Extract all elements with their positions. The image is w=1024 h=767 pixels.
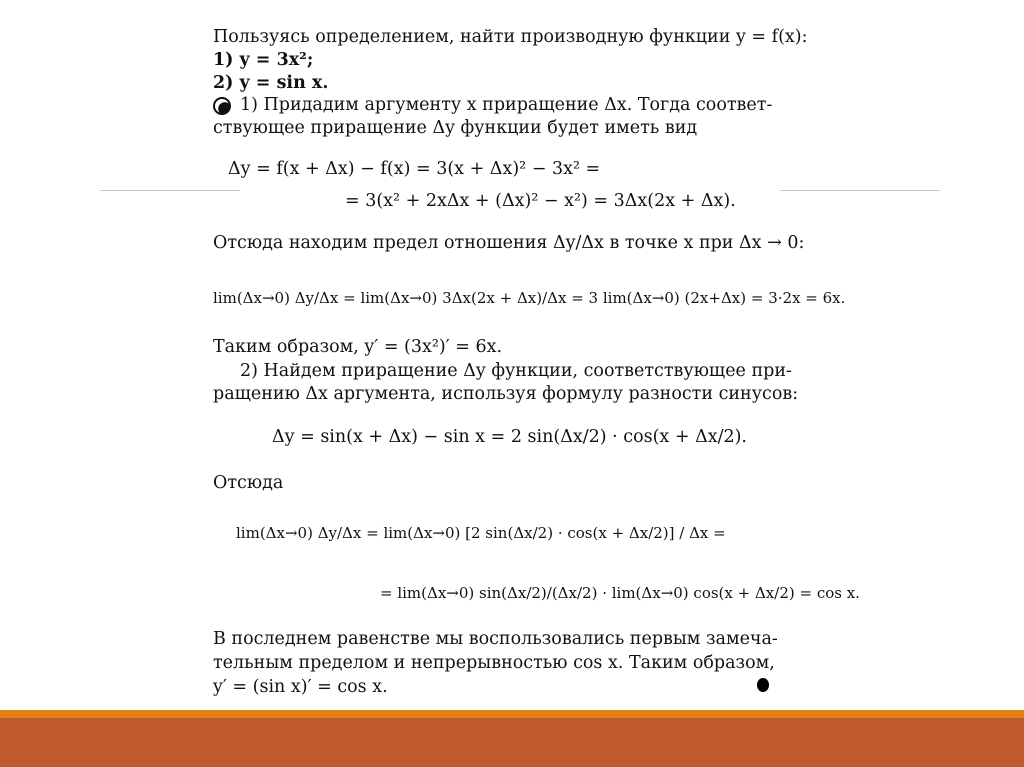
solution-start-icon — [213, 97, 231, 115]
item-1: 1) y = 3x²; — [213, 50, 314, 70]
end-of-proof-icon — [757, 678, 769, 692]
equation4-line1: lim(Δx→0) Δy/Δx = lim(Δx→0) [2 sin(Δx/2) · cos(x + Δx/2)] / Δx = — [236, 524, 726, 542]
solution2-line1: 2) Найдем приращение Δy функции, соответствующее при- — [240, 361, 792, 381]
hence-text: Отсюда — [213, 473, 284, 493]
equation3: Δy = sin(x + Δx) − sin x = 2 sin(Δx/2) · cos(x + Δx/2). — [272, 427, 747, 447]
limit-text: Отсюда находим предел отношения Δy/Δx в точке x при Δx → 0: — [213, 233, 805, 253]
final-line3: y′ = (sin x)′ = cos x. — [213, 677, 388, 697]
solution1-line1: 1) Придадим аргументу x приращение Δx. Тогда соответ- — [240, 95, 773, 115]
item-2: 2) y = sin x. — [213, 73, 329, 93]
result1: Таким образом, y′ = (3x²)′ = 6x. — [213, 337, 503, 357]
final-line1: В последнем равенстве мы воспользовались первым замеча- — [213, 629, 778, 649]
footer-band — [0, 718, 1024, 767]
equation1-line2: = 3(x² + 2xΔx + (Δx)² − x²) = 3Δx(2x + Δx). — [345, 191, 736, 211]
divider-right — [780, 190, 940, 191]
equation1-line1: Δy = f(x + Δx) − f(x) = 3(x + Δx)² − 3x² = — [228, 159, 601, 179]
equation2: lim(Δx→0) Δy/Δx = lim(Δx→0) 3Δx(2x + Δx)/Δx = 3 lim(Δx→0) (2x+Δx) = 3·2x = 6x. — [213, 289, 846, 307]
equation4-line2: = lim(Δx→0) sin(Δx/2)/(Δx/2) · lim(Δx→0) cos(x + Δx/2) = cos x. — [380, 584, 860, 602]
problem-statement: Пользуясь определением, найти производную функции y = f(x): — [213, 27, 808, 47]
divider-left — [100, 190, 240, 191]
solution2-line2: ращению Δx аргумента, используя формулу разности синусов: — [213, 384, 799, 404]
final-line2: тельным пределом и непрерывностью cos x. Таким образом, — [213, 653, 775, 673]
solution1-line2: ствующее приращение Δy функции будет иметь вид — [213, 118, 698, 138]
footer-stripe — [0, 710, 1024, 718]
